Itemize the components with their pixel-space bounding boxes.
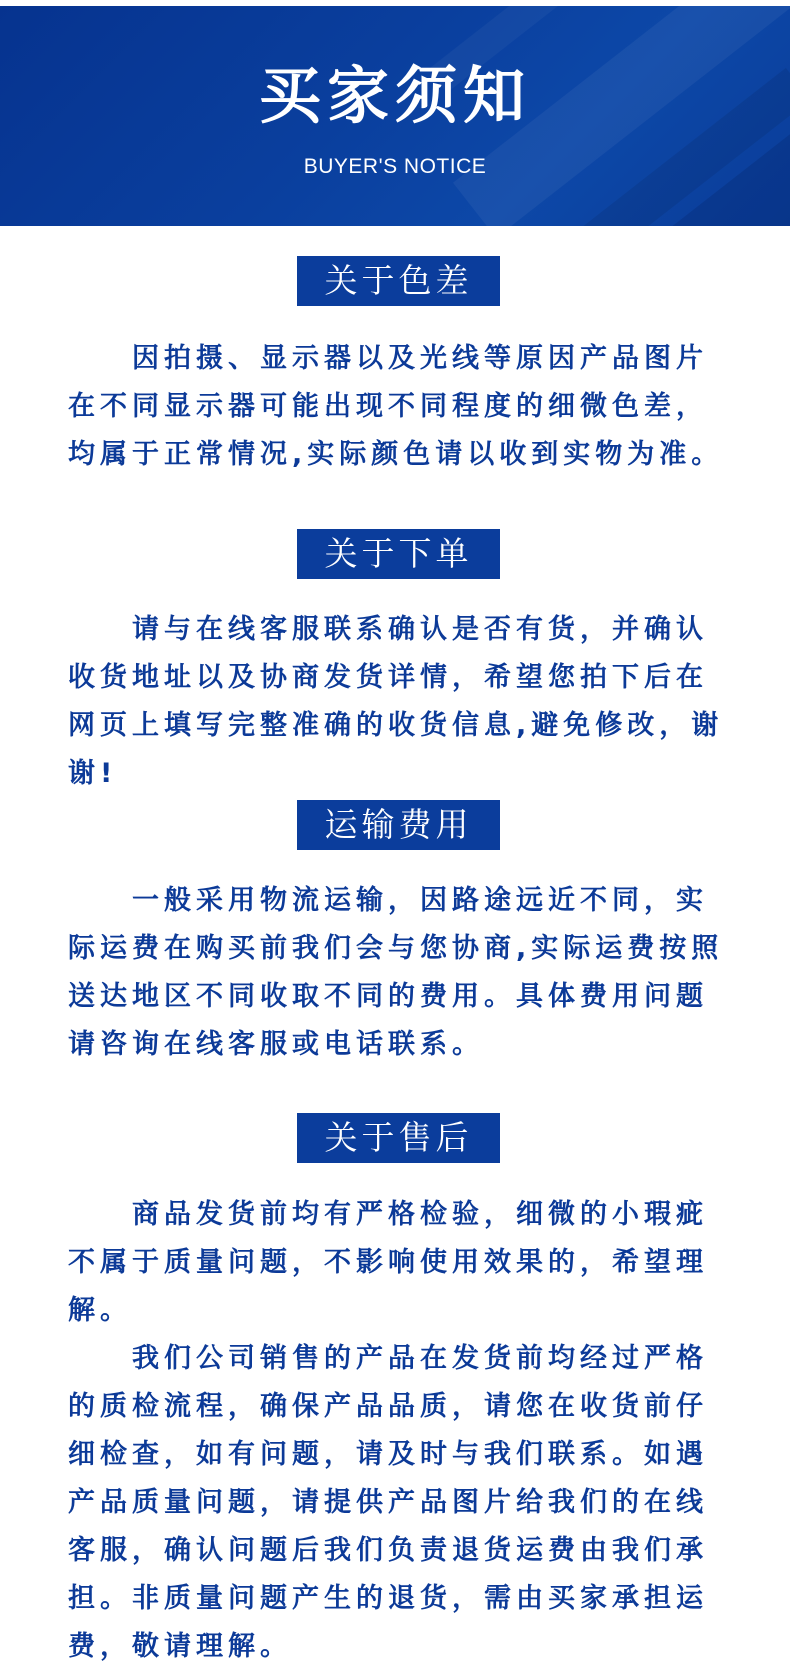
section-heading-after-sales: 关于售后 bbox=[297, 1113, 500, 1163]
section-paragraph: 商品发货前均有严格检验，细微的小瑕疵不属于质量问题，不影响使用效果的，希望理解。 bbox=[68, 1199, 708, 1326]
page-subtitle: BUYER'S NOTICE bbox=[303, 155, 487, 178]
page-title: 买家须知 bbox=[258, 59, 531, 132]
section-paragraph: 一般采用物流运输，因路途远近不同，实际运费在购买前我们会与您协商,实际运费按照送达地区不同收取不同的费用。具体费用问题请咨询在线客服或电话联系。 bbox=[68, 885, 724, 1060]
section-paragraph: 因拍摄、显示器以及光线等原因产品图片在不同显示器可能出现不同程度的细微色差，均属于正常情况,实际颜色请以收到实物为准。 bbox=[68, 343, 724, 470]
header-banner bbox=[0, 6, 790, 226]
section-heading-ordering: 关于下单 bbox=[297, 529, 500, 579]
section-paragraph: 请与在线客服联系确认是否有货，并确认收货地址以及协商发货详情，希望您拍下后在网页上填写完整准确的收货信息,避免修改，谢谢! bbox=[68, 614, 724, 789]
section-heading-shipping-cost: 运输费用 bbox=[297, 800, 500, 850]
section-heading-color-difference: 关于色差 bbox=[297, 256, 500, 306]
section-paragraph: 我们公司销售的产品在发货前均经过严格的质检流程，确保产品品质，请您在收货前仔细检查，如有问题，请及时与我们联系。如遇产品质量问题，请提供产品图片给我们的在线客服，确认问题后我们负责退货运费由我们承担。非质量问题产生的退货，需由买家承担运费，敬请理解。 bbox=[68, 1343, 708, 1662]
